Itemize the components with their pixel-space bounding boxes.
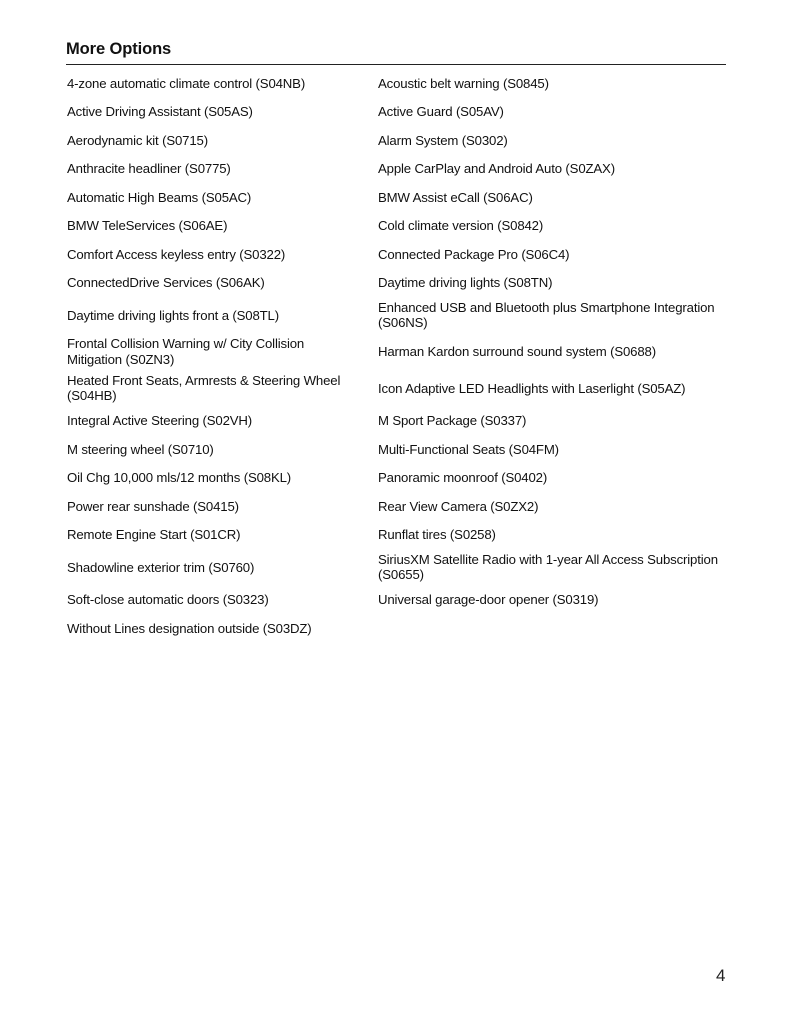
option-cell-left xyxy=(66,614,378,643)
option-label: Harman Kardon surround sound system (S0688) xyxy=(378,344,656,360)
option-label: Enhanced USB and Bluetooth plus Smartphone Integration (S06NS) xyxy=(378,299,715,331)
page-number: 4 xyxy=(716,966,726,985)
option-cell-right xyxy=(378,183,726,212)
option-cell-left xyxy=(66,370,378,407)
option-row xyxy=(66,435,726,464)
option-row xyxy=(66,269,726,298)
option-cell-left xyxy=(66,98,378,127)
option-label: Remote Engine Start (S01CR) xyxy=(67,527,241,543)
option-label: Power rear sunshade (S0415) xyxy=(67,498,239,514)
option-label: BMW Assist eCall (S06AC) xyxy=(378,189,533,205)
option-cell-right xyxy=(378,435,726,464)
option-label: Oil Chg 10,000 mls/12 months (S08KL) xyxy=(67,470,292,486)
options-list xyxy=(66,69,726,643)
option-row xyxy=(66,212,726,241)
option-label: Multi-Functional Seats (S04FM) xyxy=(378,441,559,457)
option-cell-left xyxy=(66,464,378,493)
option-label: Shadowline exterior trim (S0760) xyxy=(67,559,255,575)
option-cell-left xyxy=(66,126,378,155)
option-label: Soft-close automatic doors (S0323) xyxy=(67,592,269,608)
option-cell-right xyxy=(378,69,726,98)
option-label: Panoramic moonroof (S0402) xyxy=(378,470,548,486)
option-label: BMW TeleServices (S06AE) xyxy=(67,218,228,234)
option-label: Daytime driving lights (S08TN) xyxy=(378,275,553,291)
option-cell-right xyxy=(378,492,726,521)
option-label: Frontal Collision Warning w/ City Collision Mitigation (S0ZN3) xyxy=(67,336,305,367)
option-label: Runflat tires (S0258) xyxy=(378,527,496,543)
option-cell-right xyxy=(378,464,726,493)
option-label: Integral Active Steering (S02VH) xyxy=(67,413,253,429)
option-cell-left xyxy=(66,407,378,436)
option-cell-left xyxy=(66,269,378,298)
option-label: SiriusXM Satellite Radio with 1-year All Access Subscription (S0655) xyxy=(378,551,718,583)
option-row xyxy=(66,126,726,155)
option-label: ConnectedDrive Services (S06AK) xyxy=(67,275,265,291)
option-cell-right xyxy=(378,155,726,184)
option-cell-right xyxy=(378,297,726,334)
option-label: Automatic High Beams (S05AC) xyxy=(67,189,252,205)
option-row xyxy=(66,492,726,521)
option-cell-right xyxy=(378,212,726,241)
option-cell-right xyxy=(378,240,726,269)
option-label: Rear View Camera (S0ZX2) xyxy=(378,498,539,514)
option-row xyxy=(66,370,726,407)
option-cell-right xyxy=(378,586,726,615)
options-table xyxy=(66,69,726,643)
option-label: Apple CarPlay and Android Auto (S0ZAX) xyxy=(378,161,615,177)
option-cell-right xyxy=(378,98,726,127)
option-cell-right xyxy=(378,126,726,155)
option-row xyxy=(66,69,726,98)
option-cell-left xyxy=(66,334,378,371)
option-cell-left xyxy=(66,240,378,269)
option-row xyxy=(66,240,726,269)
option-row xyxy=(66,614,726,643)
option-label: M Sport Package (S0337) xyxy=(378,413,527,429)
option-row xyxy=(66,464,726,493)
page-title: More Options xyxy=(66,40,172,58)
option-cell-left xyxy=(66,586,378,615)
option-cell-left xyxy=(66,155,378,184)
option-row xyxy=(66,334,726,371)
option-cell-left xyxy=(66,521,378,550)
option-row xyxy=(66,297,726,334)
option-cell-left xyxy=(66,212,378,241)
option-cell-left xyxy=(66,183,378,212)
option-label: Cold climate version (S0842) xyxy=(378,218,544,234)
option-row xyxy=(66,155,726,184)
option-cell-right xyxy=(378,334,726,371)
option-cell-left xyxy=(66,297,378,334)
option-label: Acoustic belt warning (S0845) xyxy=(378,75,549,91)
option-label: Aerodynamic kit (S0715) xyxy=(67,132,208,148)
option-row xyxy=(66,98,726,127)
title-divider xyxy=(66,64,726,65)
option-cell-left xyxy=(66,435,378,464)
option-row xyxy=(66,521,726,550)
option-cell-right xyxy=(378,614,726,643)
option-label: Active Guard (S05AV) xyxy=(378,104,504,120)
option-label: Anthracite headliner (S0775) xyxy=(67,161,231,177)
option-label: Icon Adaptive LED Headlights with Laserlight (S05AZ) xyxy=(378,380,686,396)
option-label: Comfort Access keyless entry (S0322) xyxy=(67,246,286,262)
option-label: Active Driving Assistant (S05AS) xyxy=(67,104,253,120)
option-label: Daytime driving lights front a (S08TL) xyxy=(67,307,279,323)
option-cell-right xyxy=(378,549,726,586)
option-label: 4-zone automatic climate control (S04NB) xyxy=(67,75,306,91)
option-label: Heated Front Seats, Armrests & Steering Wheel (S04HB) xyxy=(67,372,341,404)
option-cell-left xyxy=(66,549,378,586)
option-cell-right xyxy=(378,269,726,298)
option-cell-left xyxy=(66,492,378,521)
option-label: Universal garage-door opener (S0319) xyxy=(378,592,599,608)
option-cell-right xyxy=(378,407,726,436)
option-row xyxy=(66,407,726,436)
option-cell-left xyxy=(66,69,378,98)
option-label: Connected Package Pro (S06C4) xyxy=(378,246,570,262)
option-row xyxy=(66,549,726,586)
option-cell-right xyxy=(378,521,726,550)
option-row xyxy=(66,586,726,615)
option-row xyxy=(66,183,726,212)
option-label: Alarm System (S0302) xyxy=(378,132,508,148)
option-label: M steering wheel (S0710) xyxy=(67,441,214,457)
option-cell-right xyxy=(378,370,726,407)
option-label: Without Lines designation outside (S03DZ) xyxy=(67,620,312,636)
